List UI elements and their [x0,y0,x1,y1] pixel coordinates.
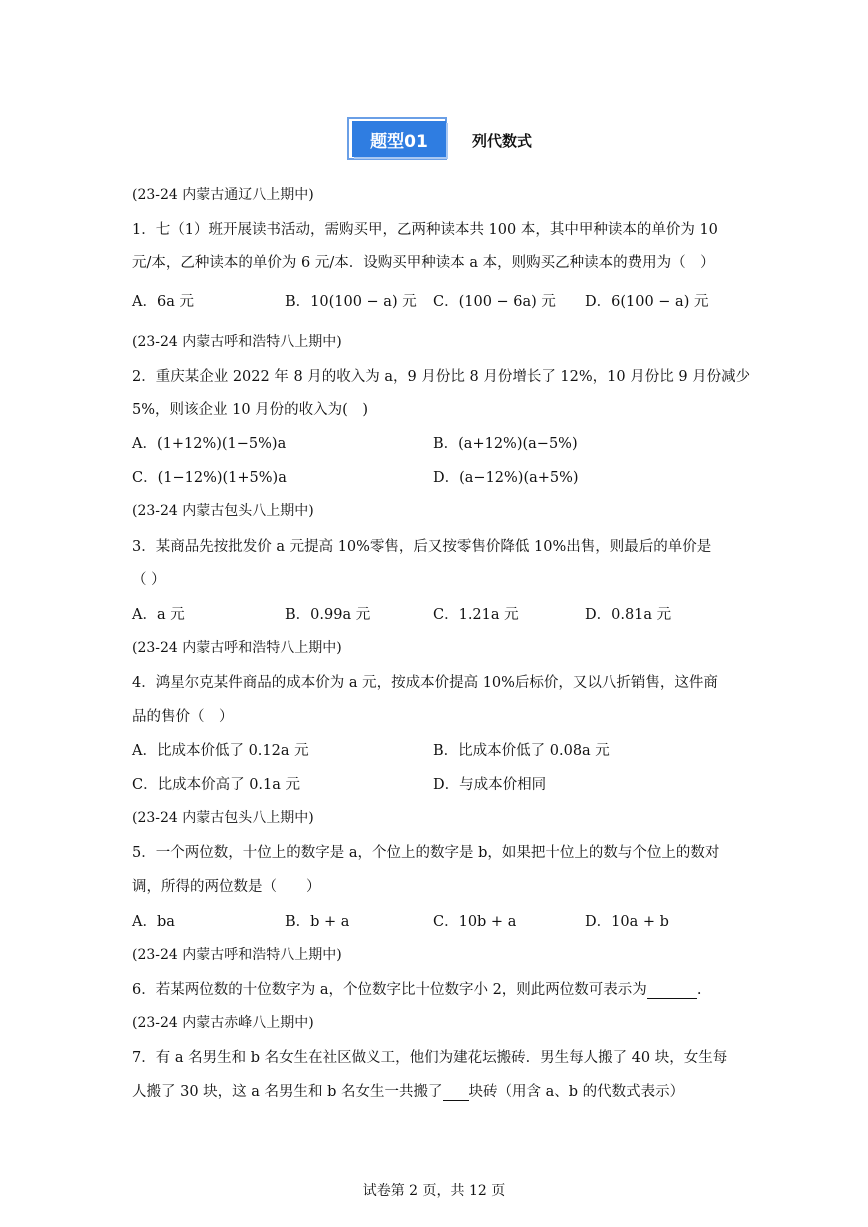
question-6-stem-end: . [696,982,702,998]
question-2-source: (23-24 内蒙古呼和浩特八上期中) [132,334,342,350]
question-2-stem-line-1: 2．重庆某企业 2022 年 8 月的收入为 a，9 月份比 8 月份增长了 12%，10 月份比 9 月份减少 [132,369,751,385]
question-3-option-d[interactable]: D．0.81a 元 [585,607,672,623]
question-3-option-a[interactable]: A．a 元 [132,607,185,623]
question-1-source: (23-24 内蒙古通辽八上期中) [132,187,314,203]
question-7-stem-end: 块砖（用含 a、b 的代数式表示） [468,1084,685,1100]
question-3-stem-line-1: 3．某商品先按批发价 a 元提高 10%零售，后又按零售价降低 10%出售，则最后的单价是 [132,539,712,555]
question-1-option-c[interactable]: C．(100 − 6a) 元 [433,294,556,310]
question-5-stem-line-2: 调，所得的两位数是（ ） [132,879,321,895]
question-7-stem-line-2 [132,1080,684,1101]
question-7-stem-text: 人搬了 30 块，这 a 名男生和 b 名女生一共搬了 [132,1084,443,1100]
question-5-option-b[interactable]: B．b + a [285,914,350,930]
question-4-source: (23-24 内蒙古呼和浩特八上期中) [132,640,342,656]
question-4-stem-line-2: 品的售价（ ） [132,709,234,725]
question-5-option-c[interactable]: C．10b + a [433,914,517,930]
question-1-option-b[interactable]: B．10(100 − a) 元 [285,294,417,310]
question-3-option-b[interactable]: B．0.99a 元 [285,607,371,623]
question-1-option-a[interactable]: A．6a 元 [132,294,194,310]
question-4-option-c[interactable]: C．比成本价高了 0.1a 元 [132,777,301,793]
question-5-stem-line-1: 5．一个两位数，十位上的数字是 a，个位上的数字是 b，如果把十位上的数与个位上的数对 [132,845,720,861]
question-3-option-c[interactable]: C．1.21a 元 [433,607,519,623]
question-7-stem-line-1: 7．有 a 名男生和 b 名女生在社区做义工，他们为建花坛搬砖．男生每人搬了 40 块，女生每 [132,1050,728,1066]
question-6-answer-blank[interactable] [647,982,697,999]
question-3-source: (23-24 内蒙古包头八上期中) [132,503,314,519]
question-4-stem-line-1: 4．鸿星尔克某件商品的成本价为 a 元，按成本价提高 10%后标价，又以八折销售，这件商 [132,675,718,691]
question-7-answer-blank[interactable] [443,1084,469,1101]
question-4-option-d[interactable]: D．与成本价相同 [433,777,547,793]
question-1-stem-line-2: 元/本，乙种读本的单价为 6 元/本．设购买甲种读本 a 本，则购买乙种读本的费用为（ ） [132,255,715,271]
question-4-option-b[interactable]: B．比成本价低了 0.08a 元 [433,743,610,759]
question-2-option-b[interactable]: B．(a+12%)(a−5%) [433,436,578,452]
section-title: 列代数式 [472,132,533,150]
question-1-option-d[interactable]: D．6(100 − a) 元 [585,294,709,310]
question-6-stem-text: 6．若某两位数的十位数字为 a，个位数字比十位数字小 2，则此两位数可表示为 [132,982,647,998]
question-6-source: (23-24 内蒙古呼和浩特八上期中) [132,947,342,963]
question-2-option-d[interactable]: D．(a−12%)(a+5%) [433,470,579,486]
question-7-source: (23-24 内蒙古赤峰八上期中) [132,1015,314,1031]
question-5-option-a[interactable]: A．ba [132,914,175,930]
question-4-option-a[interactable]: A．比成本价低了 0.12a 元 [132,743,309,759]
question-3-stem-line-2: （ ） [132,572,166,588]
question-1-stem-line-1: 1．七（1）班开展读书活动，需购买甲，乙两种读本共 100 本，其中甲种读本的单价为 10 [132,222,718,238]
question-2-stem-line-2: 5%，则该企业 10 月份的收入为( ) [132,402,368,418]
question-5-option-d[interactable]: D．10a + b [585,914,669,930]
section-badge: 题型01 [352,121,446,157]
question-2-option-c[interactable]: C．(1−12%)(1+5%)a [132,470,287,486]
question-2-option-a[interactable]: A．(1+12%)(1−5%)a [132,436,287,452]
question-5-source: (23-24 内蒙古包头八上期中) [132,810,314,826]
page-footer: 试卷第 2 页，共 12 页 [362,1183,506,1199]
question-6-stem [132,978,701,999]
